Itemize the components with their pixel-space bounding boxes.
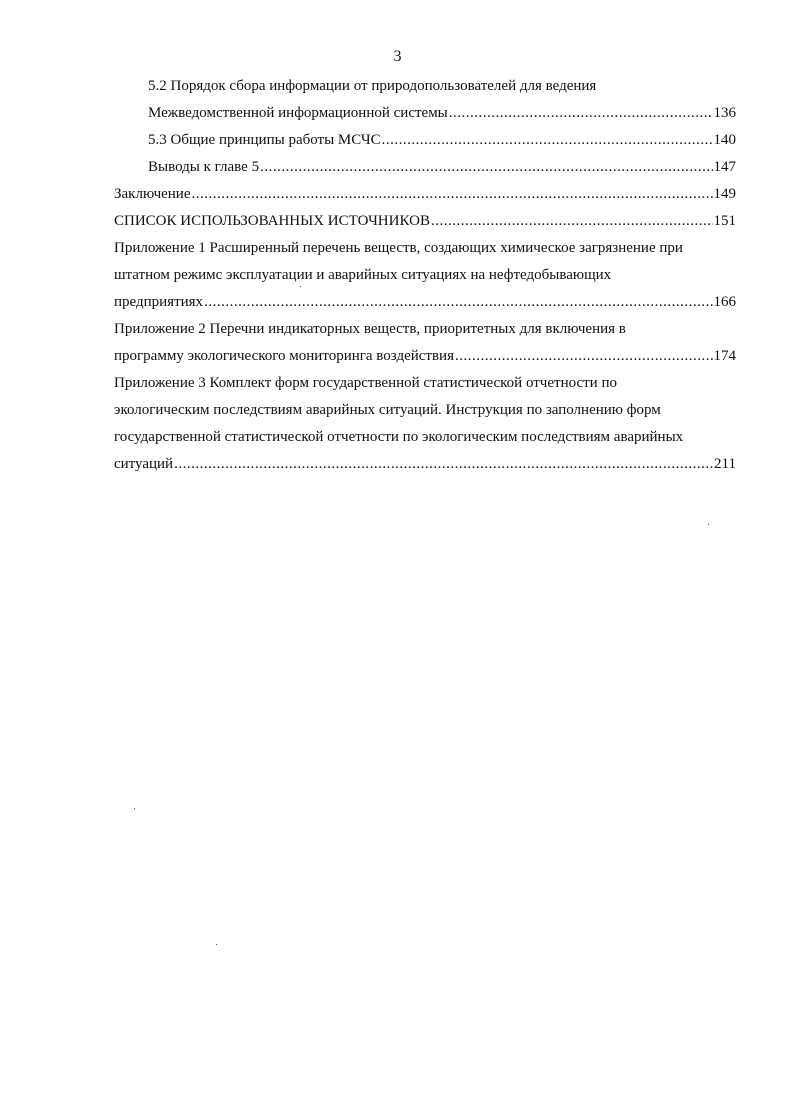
toc-entry-references-page: 151 (713, 213, 736, 229)
toc-entry-5-3[interactable] (148, 130, 736, 150)
toc-entry-appendix-2-title-end: программу экологического мониторинга воздействия (114, 348, 454, 364)
toc-entry-appendix-3-line-1: Приложение 3 Комплект форм государственной статистической отчетности по (114, 375, 617, 391)
toc-entry-conclusion-page: 149 (713, 186, 736, 202)
dot-leader (260, 157, 712, 177)
toc-entry-5-2-line-1: 5.2 Порядок сбора информации от природопользователей для ведения (148, 78, 597, 94)
toc-entry-conclusion-title: Заключение (114, 186, 191, 202)
toc-entry-references-title: СПИСОК ИСПОЛЬЗОВАННЫХ ИСТОЧНИКОВ (114, 213, 430, 229)
toc-entry-appendix-2-line-1: Приложение 2 Перечни индикаторных веществ, приоритетных для включения в (114, 321, 626, 337)
dot-leader (174, 454, 713, 474)
toc-entry-chapter-5-conclusions[interactable] (148, 157, 736, 177)
toc-entry-5-2-title: Межведомственной информационной системы (148, 105, 448, 121)
toc-entry-appendix-1-line-1: Приложение 1 Расширенный перечень веществ, создающих химическое загрязнение при (114, 240, 683, 256)
page-number: 3 (393, 48, 402, 65)
toc-entry-appendix-3-line-3: государственной статистической отчетности по экологическим последствиям аварийных (114, 429, 684, 445)
toc-entry-appendix-3-title-end: ситуаций (114, 456, 174, 472)
toc-entry-appendix-3-page: 211 (714, 456, 736, 472)
toc-entry-references[interactable] (114, 211, 736, 231)
dot-leader (382, 130, 713, 150)
scan-speck (134, 808, 135, 809)
toc-entry-conclusion[interactable] (114, 184, 736, 204)
dot-leader (431, 211, 713, 231)
toc-entry-5-2-line-2[interactable] (148, 103, 736, 123)
toc-entry-appendix-1-line-3[interactable] (114, 292, 736, 312)
scan-speck (708, 524, 709, 525)
dot-leader (455, 346, 713, 366)
dot-leader (192, 184, 713, 204)
toc-entry-appendix-2-page: 174 (713, 348, 736, 364)
toc-entry-5-2-page: 136 (713, 105, 736, 121)
toc-entry-appendix-3-line-4[interactable] (114, 454, 736, 474)
toc-entry-appendix-3-line-2: экологическим последствиям аварийных ситуаций. Инструкция по заполнению форм (114, 402, 661, 418)
scan-speck (216, 944, 217, 945)
toc-entry-5-3-page: 140 (713, 132, 736, 148)
toc-entry-chapter-5-conclusions-title: Выводы к главе 5 (148, 159, 260, 175)
toc-entry-appendix-1-title-end: предприятиях (114, 294, 204, 310)
dot-leader (204, 292, 712, 312)
scan-speck (300, 286, 301, 287)
toc-entry-appendix-1-page: 166 (713, 294, 736, 310)
toc-entry-chapter-5-conclusions-page: 147 (713, 159, 736, 175)
toc-entry-appendix-1-line-2: штатном режимс эксплуатации и аварийных ситуациях на нефтедобывающих (114, 267, 612, 283)
toc-entry-appendix-2-line-2[interactable] (114, 346, 736, 366)
dot-leader (449, 103, 713, 123)
toc-entry-5-3-title: 5.3 Общие принципы работы МСЧС (148, 132, 381, 148)
